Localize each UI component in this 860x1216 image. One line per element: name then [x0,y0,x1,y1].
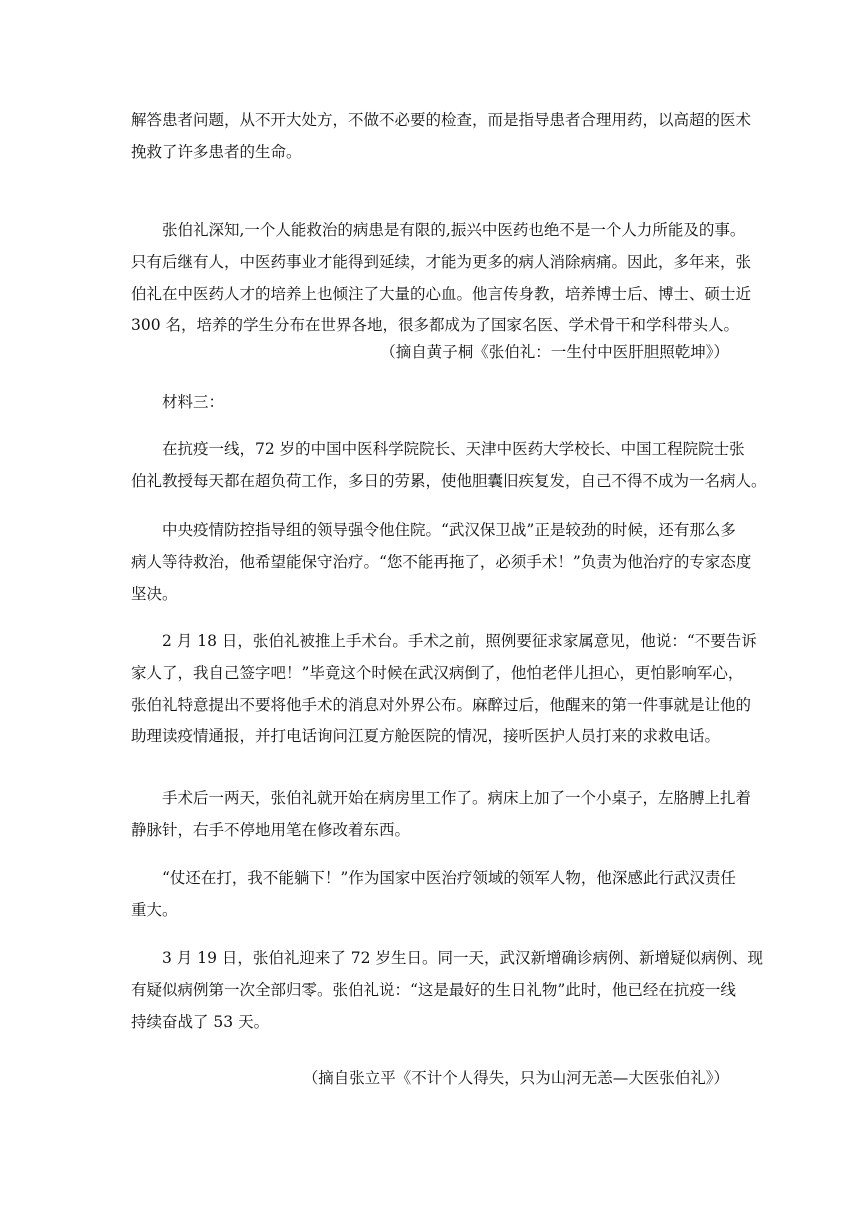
paragraph-line: 有疑似病例第一次全部归零。张伯礼说：“这是最好的生日礼物”此时，他已经在抗疫一线 [131,980,736,999]
paragraph-line: 伯礼教授每天都在超负荷工作，多日的劳累，使他胆囊旧疾复发，自己不得不成为一名病人。 [131,471,767,490]
paragraph-3 [131,434,767,498]
paragraph-line: 张伯礼特意提出不要将他手术的消息对外界公布。麻醉过后，他醒来的第一件事就是让他的 [131,695,752,714]
paragraph-8 [131,943,763,1038]
paragraph-line: 3 月 19 日，张伯礼迎来了 72 岁生日。同一天，武汉新增确诊病例、新增疑似病例、现 [162,949,763,967]
paragraph-line: 中央疫情防控指导组的领导强令他住院。“武汉保卫战”正是较劲的时候，还有那么多 [162,521,736,539]
paragraph-line: 2 月 18 日，张伯礼被推上手术台。手术之前，照例要征求家属意见，他说：“不要告诉 [162,632,757,650]
paragraph-6 [131,783,752,847]
paragraph-line: “仗还在打，我不能躺下！”作为国家中医治疗领域的领军人物，他深感此行武汉责任 [162,869,736,887]
paragraph-1 [131,105,752,169]
paragraph-line: 挽救了许多患者的生命。 [131,142,302,161]
heading-text: 材料三： [162,393,225,411]
paragraph-line: 家人了，我自己签字吧！”毕竟这个时候在武汉病倒了，他怕老伴儿担心，更怕影响军心， [131,663,744,682]
paragraph-2 [131,215,752,342]
paragraph-line: 手术后一两天，张伯礼就开始在病房里工作了。病床上加了一个小桌子，左胳膊上扎着 [162,789,752,807]
paragraph-line: 病人等待救治，他希望能保守治疗。“您不能再拖了，必须手术！”负责为他治疗的专家态度 [131,552,752,571]
paragraph-line: 300 名，培养的学生分布在世界各地，很多都成为了国家名医、学术骨干和学科带头人。 [131,316,740,335]
paragraph-4 [131,515,752,610]
paragraph-line: 伯礼在中医药人才的培养上也倾注了大量的心血。他言传身教，培养博士后、博士、硕士近 [131,284,752,303]
paragraph-line: 持续奋战了 53 天。 [131,1012,270,1031]
paragraph-line: 张伯礼深知,一个人能救治的病患是有限的,振兴中医药也绝不是一个人力所能及的事。 [162,221,746,239]
paragraph-line: 重大。 [131,900,178,919]
source-citation-1: （摘自黄子桐《张伯礼：一生付中医肝胆照乾坤》） [380,343,729,361]
source-citation-2: （摘自张立平《不计个人得失，只为山河无恙—大医张伯礼》） [302,1069,729,1087]
paragraph-line: 在抗疫一线，72 岁的中国中医科学院院长、天津中医药大学校长、中国工程院院士张 [162,440,745,458]
section-heading-3 [131,387,729,419]
paragraph-line: 只有后继有人，中医药事业才能得到延续，才能为更多的病人消除病痛。因此，多年来，张 [131,252,752,271]
paragraph-line: 助理读疫情通报，并打电话询问江夏方舱医院的情况，接听医护人员打来的求救电话。 [131,727,721,746]
paragraph-5 [131,626,757,753]
paragraph-7 [131,863,736,927]
paragraph-line: 解答患者问题，从不开大处方，不做不必要的检查，而是指导患者合理用药，以高超的医术 [131,111,752,129]
paragraph-line: 坚决。 [131,584,178,603]
paragraph-line: 静脉针，右手不停地用笔在修改着东西。 [131,820,411,839]
